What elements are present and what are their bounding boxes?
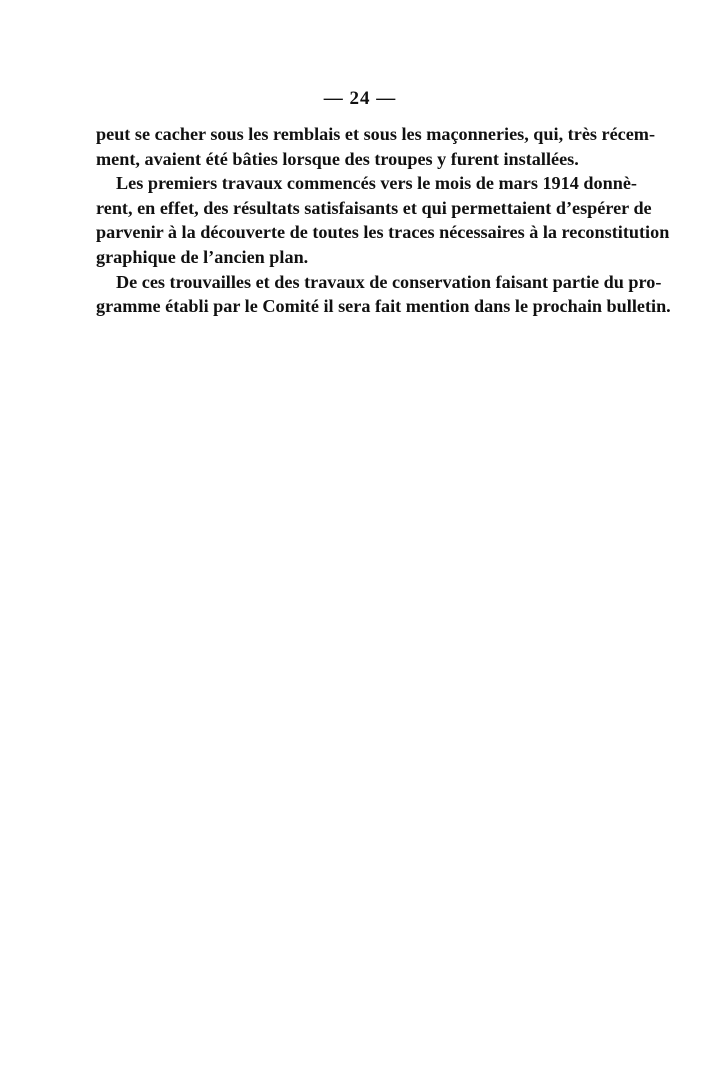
text-line: graphique de l’ancien plan. <box>96 246 309 267</box>
text-line: rent, en effet, des résultats satisfaisants et qui permettaient d’espérer de <box>96 197 652 218</box>
text-line: peut se cacher sous les remblais et sous les maçonneries, qui, très récem- <box>96 124 656 144</box>
paragraph <box>96 270 671 319</box>
paragraph <box>96 122 656 171</box>
text-line: De ces trouvailles et des travaux de conservation faisant partie du pro- <box>116 271 662 292</box>
page-number: — 24 — <box>323 88 397 109</box>
body-text <box>96 122 671 319</box>
text-line: Les premiers travaux commencés vers le mois de mars 1914 donnè- <box>116 173 637 194</box>
text-line: gramme établi par le Comité il sera fait mention dans le prochain bulletin. <box>96 296 671 317</box>
text-line: parvenir à la découverte de toutes les traces nécessaires à la reconstitution <box>96 222 670 243</box>
text-line: ment, avaient été bâties lorsque des troupes y furent installées. <box>96 148 579 169</box>
paragraph <box>96 171 670 269</box>
